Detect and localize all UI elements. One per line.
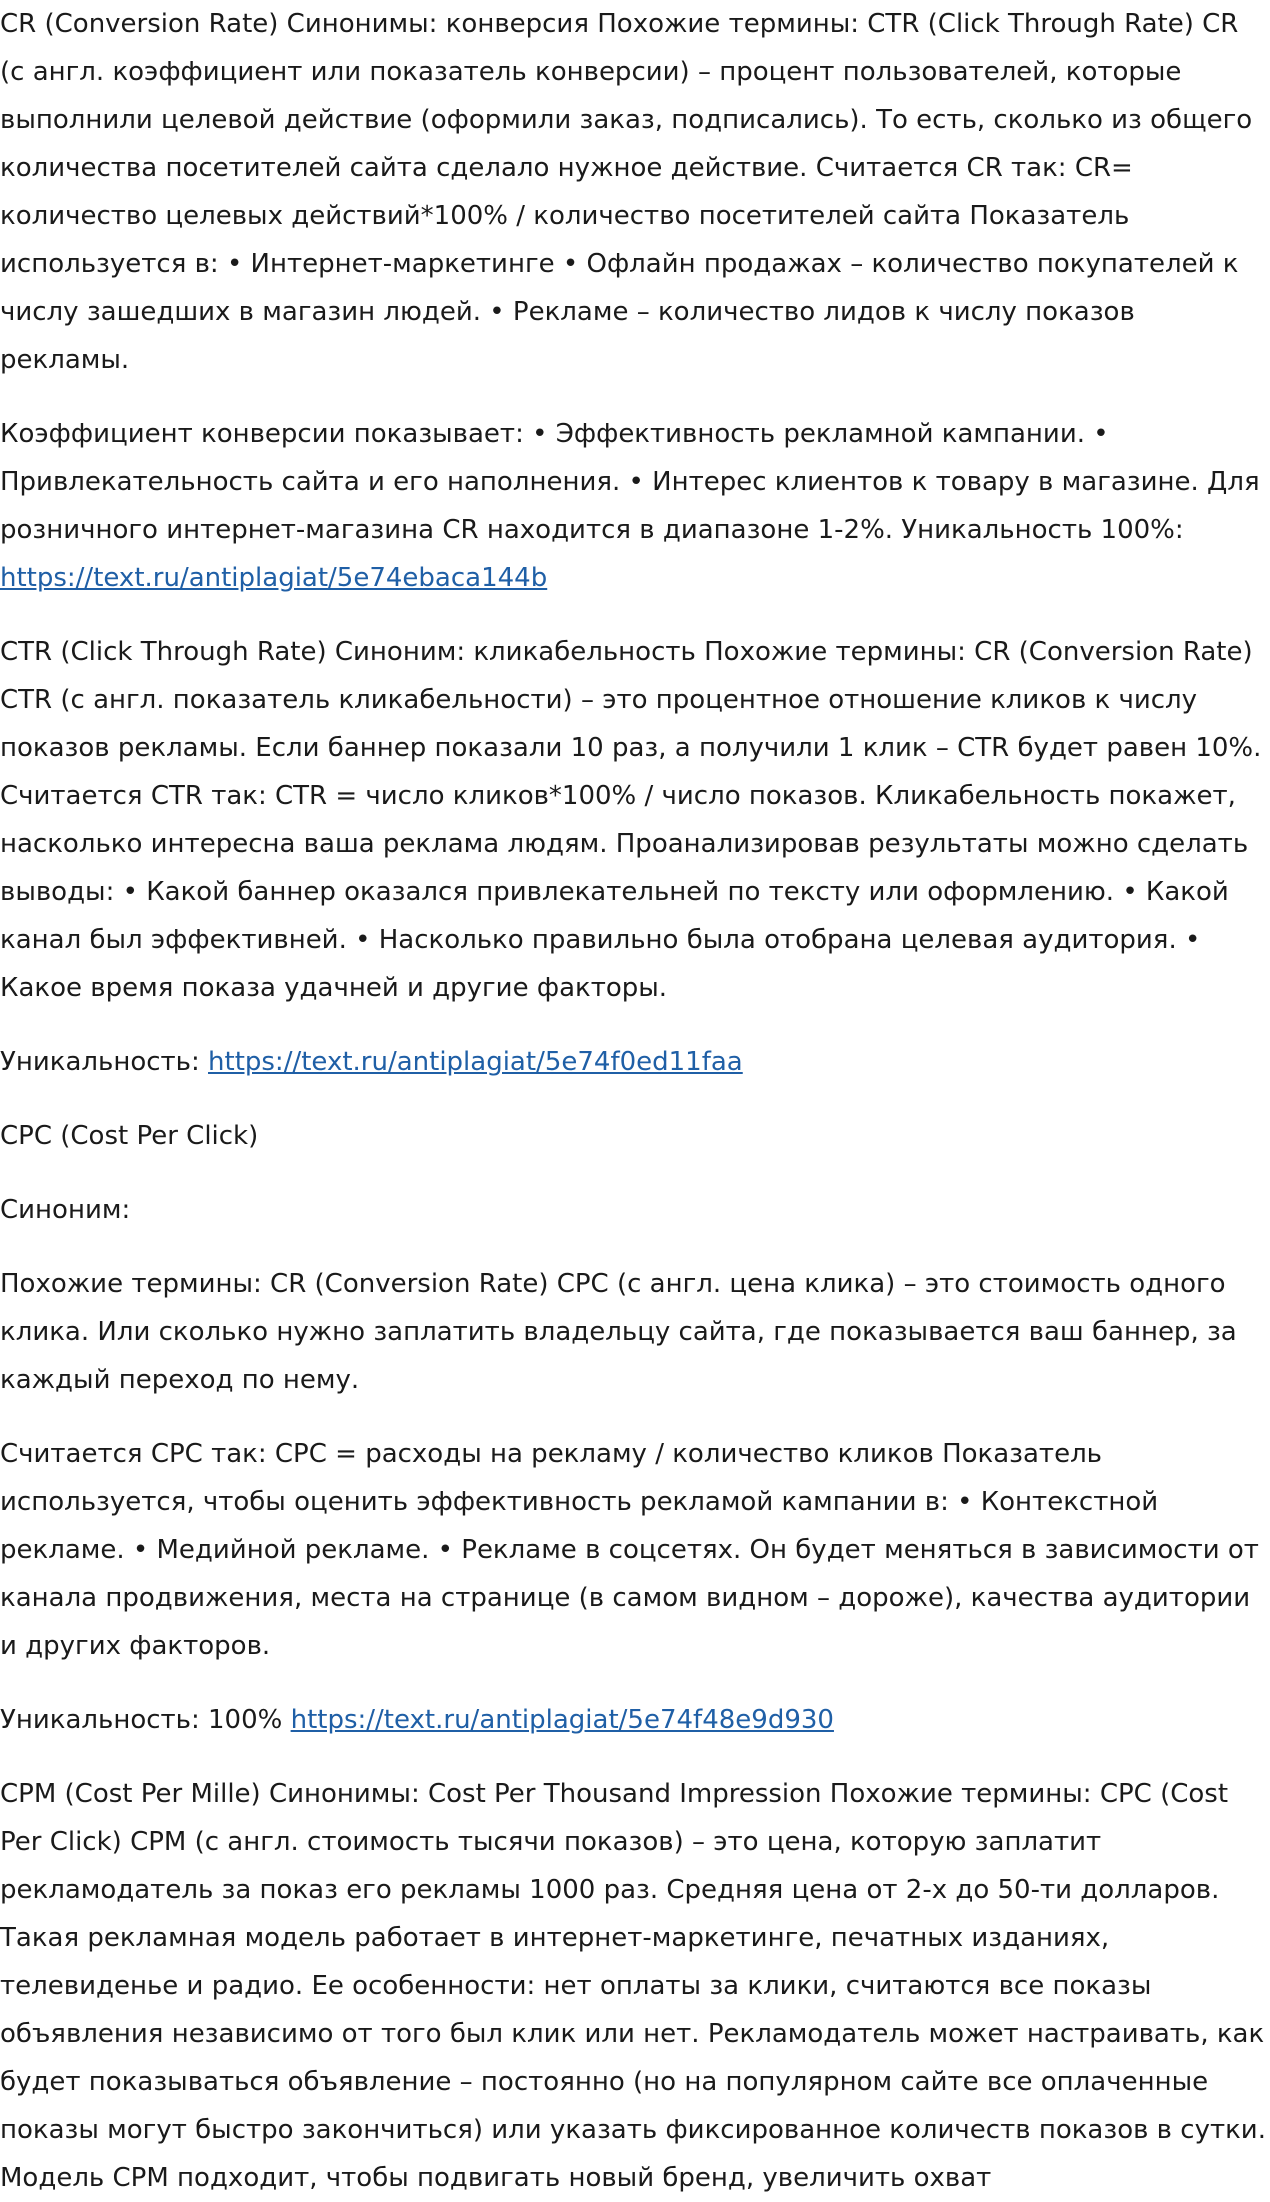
paragraph-text: Уникальность: 100% — [0, 1705, 291, 1735]
paragraph-ctr-definition — [0, 628, 1270, 1012]
paragraph-text: Похожие термины: CR (Conversion Rate) CPC (с англ. цена клика) – это стоимость одного клика. Или сколько нужно заплатить владельцу сайта, где показывается ваш баннер, за каждый переход по нему. — [0, 1269, 1237, 1395]
paragraph-text: Считается CPC так: CPC = расходы на рекламу / количество кликов Показатель используется, чтобы оценить эффективность рекламой кампании в: • Контекстной рекламе. • Медийной рекламе. • Рекламе в соцсетях. Он будет меняться в зависимости от канала продвижения, места на странице (в самом видном – дороже), качества аудитории и других факторов. — [0, 1439, 1259, 1661]
paragraph-cpc-uniqueness — [0, 1696, 1270, 1744]
paragraph-cpm-definition — [0, 1770, 1270, 2202]
antiplagiat-link-cpc[interactable]: https://text.ru/antiplagiat/5e74f48e9d930 — [290, 1705, 834, 1735]
paragraph-text: Синоним: — [0, 1195, 131, 1225]
paragraph-text: CTR (Click Through Rate) Синоним: кликабельность Похожие термины: CR (Conversion Rate) CTR (с англ. показатель кликабельности) – это процентное отношение кликов к числу показов рекламы. Если баннер показали 10 раз, а получили 1 клик – CTR будет равен 10%. Считается CTR так: CTR = число кликов*100% / число показов. Кликабельность покажет, насколько интересна ваша реклама людям. Проанализировав результаты можно сделать выводы: • Какой баннер оказался привлекательней по тексту или оформлению. • Какой канал был эффективней. • Насколько правильно была отобрана целевая аудитория. • Какое время показа удачней и другие факторы. — [0, 637, 1262, 1003]
paragraph-cpc-synonym — [0, 1186, 1270, 1234]
paragraph-text: Уникальность: — [0, 1047, 209, 1077]
paragraph-cpc-usage — [0, 1430, 1270, 1670]
paragraph-cr-usage — [0, 410, 1270, 602]
paragraph-text: CPM (Cost Per Mille) Синонимы: Cost Per Thousand Impression Похожие термины: CPC (Cost Per Click) CPM (с англ. стоимость тысячи показов) – это цена, которую заплатит рекламодатель за показ его рекламы 1000 раз. Средняя цена от 2-х до 50-ти долларов. Такая рекламная модель работает в интернет-маркетинге, печатных изданиях, телевиденье и радио. Ее особенности: нет оплаты за клики, считаются все показы объявления независимо от того был клик или нет. Рекламодатель может настраивать, как будет показываться объявление – постоянно (но на популярном сайте все оплаченные показы могут быстро закончиться) или указать фиксированное количеств показов в сутки. Модель CPM подходит, чтобы подвигать новый бренд, увеличить охват — [0, 1779, 1266, 2193]
paragraph-text: CR (Conversion Rate) Синонимы: конверсия Похожие термины: CTR (Click Through Rate) CR (с англ. коэффициент или показатель конверсии) – процент пользователей, которые выполнили целевой действие (оформили заказ, подписались). То есть, сколько из общего количества посетителей сайта сделало нужное действие. Считается CR так: CR= количество целевых действий*100% / количество посетителей сайта Показатель используется в: • Интернет-маркетинге • Офлайн продажах – количество покупателей к числу зашедших в магазин людей. • Рекламе – количество лидов к числу показов рекламы. — [0, 9, 1253, 375]
paragraph-cpc-heading — [0, 1112, 1270, 1160]
antiplagiat-link-cr[interactable]: https://text.ru/antiplagiat/5e74ebaca144b — [0, 563, 548, 593]
paragraph-text: Коэффициент конверсии показывает: • Эффективность рекламной кампании. • Привлекательность сайта и его наполнения. • Интерес клиентов к товару в магазине. Для розничного интернет-магазина CR находится в диапазоне 1-2%. Уникальность 100%: — [0, 419, 1260, 545]
antiplagiat-link-ctr[interactable]: https://text.ru/antiplagiat/5e74f0ed11faa — [208, 1047, 743, 1077]
paragraph-cpc-definition — [0, 1260, 1270, 1404]
paragraph-ctr-uniqueness — [0, 1038, 1270, 1086]
paragraph-text: CPC (Cost Per Click) — [0, 1121, 259, 1151]
paragraph-cr-definition — [0, 0, 1270, 384]
